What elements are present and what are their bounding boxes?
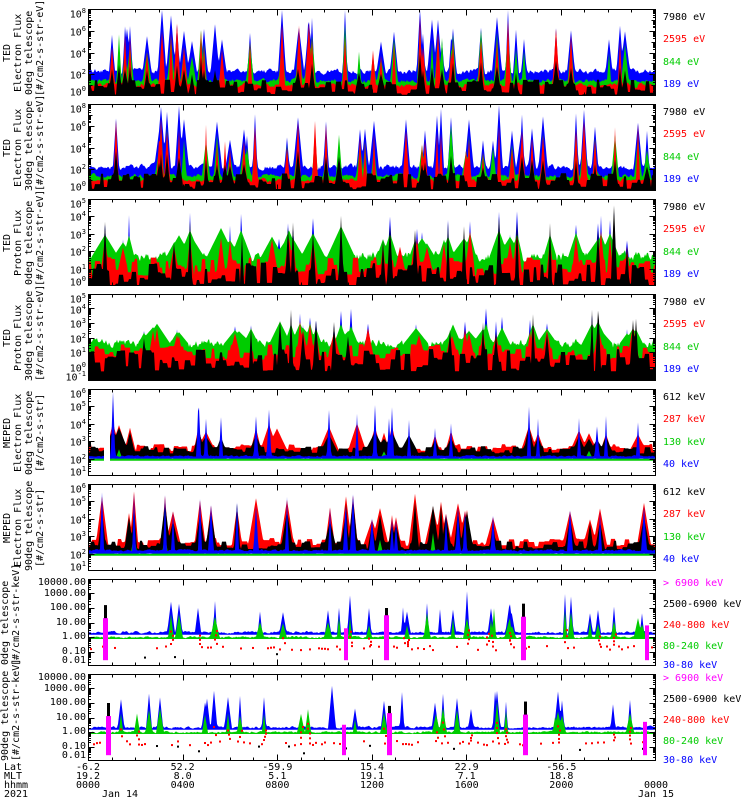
- y-tick-label: $10^4$: [69, 417, 86, 432]
- y-tick-label: $10^3$: [69, 317, 86, 331]
- x-tick-hhmm: 0800: [265, 780, 290, 791]
- y-tick-label: 10.00: [55, 711, 86, 723]
- y-tick-label: 0.10: [61, 740, 86, 752]
- plot-area: [88, 389, 656, 476]
- y-tick-label: 10000.00: [37, 577, 86, 588]
- y-tick-label: $10^0$: [69, 180, 86, 194]
- legend-entry: 40 keV: [663, 458, 700, 470]
- legend-entry: 612 keV: [663, 486, 706, 498]
- legend-entry: 240-800 keV: [663, 714, 730, 726]
- legend-entry: 2595 eV: [663, 129, 706, 141]
- y-tick-label: $10^8$: [69, 102, 86, 116]
- x-tick-lat: 22.9: [454, 762, 479, 773]
- plot-area: [88, 294, 656, 381]
- y-axis-title-line: [#/cm2-s-str]: [35, 393, 46, 472]
- panel-y-axis-title: [0, 658, 22, 761]
- x-tick-lat: -59.9: [262, 762, 293, 773]
- y-axis-title-line: 0deg telescope: [0, 580, 11, 665]
- x-tick-date: Jan 15: [637, 789, 675, 800]
- axis-row-label-lat: Lat: [4, 762, 23, 773]
- legend-entry: 612 keV: [663, 391, 706, 403]
- y-axis-title-line: 90deg telescope: [0, 670, 11, 761]
- y-axis-title-line: [#/cm2-s-str-eV]: [35, 189, 46, 286]
- y-tick-label: 10.00: [55, 616, 86, 628]
- y-tick-label: $10^4$: [69, 141, 86, 155]
- y-tick-label: $10^4$: [69, 302, 86, 316]
- legend-entry: 844 eV: [663, 246, 700, 258]
- legend-entry: 40 keV: [663, 553, 700, 565]
- y-axis-title-line: MEPED: [2, 512, 13, 543]
- x-tick-mlt: 8.0: [173, 771, 192, 782]
- y-axis-title-line: Electron Flux: [13, 488, 24, 567]
- legend-entry: 2500-6900 keV: [663, 694, 742, 706]
- y-axis-title-line: Electron Flux: [13, 393, 24, 472]
- y-tick-label: $10^1$: [69, 560, 86, 574]
- x-tick-hhmm: 0000: [75, 780, 101, 791]
- legend-entry: 189 eV: [663, 78, 700, 90]
- legend-entry: 844 eV: [663, 151, 700, 163]
- x-tick-lat: -56.5: [546, 762, 577, 773]
- y-tick-label: $10^5$: [69, 400, 86, 414]
- y-tick-label: $10^2$: [69, 547, 86, 561]
- plot-area: [88, 579, 656, 666]
- flux-panel-1: [0, 0, 750, 99]
- flux-panel-4: [0, 284, 750, 384]
- y-tick-label: 0.01: [61, 750, 86, 761]
- x-tick-mlt: 5.1: [268, 771, 287, 782]
- legend-entry: 130 keV: [663, 531, 706, 543]
- y-tick-label: 0.10: [61, 645, 86, 657]
- x-tick-hhmm: 2000: [549, 780, 574, 791]
- y-axis-title-line: TED: [2, 43, 13, 62]
- y-tick-label: $10^0$: [69, 85, 86, 99]
- flux-panel-8: [0, 658, 750, 766]
- y-axis-title-line: 90deg telescope: [24, 480, 35, 571]
- legend-entry: 30-80 keV: [663, 660, 718, 671]
- y-tick-label: $10^5$: [69, 197, 86, 211]
- y-axis-title-line: [#/cm2-s-str-eV]: [35, 94, 46, 191]
- legend-entry: 7980 eV: [663, 106, 706, 118]
- y-tick-label: $10^3$: [69, 530, 86, 544]
- flux-panel-5: [0, 387, 750, 479]
- legend-entry: 80-240 keV: [663, 640, 724, 652]
- x-tick-mlt: 19.2: [75, 771, 101, 782]
- plot-area: [88, 674, 656, 761]
- bottom-axis: [0, 763, 750, 800]
- legend-entry: 240-800 keV: [663, 619, 730, 631]
- axis-row-label-hhmm: hhmm: [4, 780, 29, 791]
- y-tick-label: $10^5$: [69, 292, 86, 306]
- legend-entry: 7980 eV: [663, 201, 706, 213]
- x-tick-hhmm: 1200: [359, 780, 385, 791]
- y-axis-title-line: Proton Flux: [13, 304, 24, 371]
- x-tick-hhmm: 1600: [454, 780, 479, 791]
- y-tick-label: 1000.00: [43, 587, 86, 599]
- y-axis-title-line: Electron Flux: [13, 13, 24, 92]
- x-tick-hhmm: 0400: [170, 780, 195, 791]
- y-tick-label: $10^4$: [69, 46, 86, 60]
- flux-panel-3: [0, 189, 750, 289]
- y-tick-label: 1000.00: [43, 682, 86, 694]
- legend-entry: 844 eV: [663, 341, 700, 353]
- y-tick-label: $10^6$: [69, 119, 86, 134]
- y-axis-title-line: MEPED: [2, 417, 13, 448]
- x-tick-mlt: 7.1: [457, 771, 476, 782]
- flux-panel-2: [0, 94, 750, 194]
- y-axis-title-line: [#/cm2-s-str-eV]: [35, 284, 46, 381]
- plot-area: [88, 199, 656, 286]
- plot-area: [88, 484, 656, 571]
- legend-entry: > 6900 keV: [663, 673, 724, 685]
- y-tick-label: 1.00: [61, 631, 86, 642]
- legend-entry: 80-240 keV: [663, 735, 724, 747]
- plot-area: [88, 104, 656, 191]
- legend-entry: 7980 eV: [663, 11, 706, 23]
- y-tick-label: 100.00: [49, 602, 86, 613]
- y-tick-label: $10^5$: [69, 495, 86, 509]
- y-tick-label: $10^3$: [69, 435, 86, 449]
- legend-entry: 2595 eV: [663, 319, 706, 331]
- y-tick-label: $10^4$: [69, 512, 86, 527]
- y-tick-label: $10^6$: [69, 387, 86, 401]
- x-tick-lat: -6.2: [75, 762, 101, 773]
- axis-row-label-year: 2021: [4, 789, 29, 800]
- y-axis-title-line: TED: [2, 233, 13, 252]
- y-axis-title-line: Electron Flux: [13, 108, 24, 187]
- y-tick-label: 1.00: [61, 726, 86, 737]
- x-tick-mlt: 18.8: [549, 771, 574, 782]
- legend-entry: 189 eV: [663, 173, 700, 185]
- legend-entry: 189 eV: [663, 363, 700, 375]
- y-tick-label: $10^2$: [69, 163, 86, 177]
- legend-entry: 844 eV: [663, 56, 700, 68]
- y-tick-label: $10^1$: [69, 262, 86, 276]
- x-tick-lat: 52.2: [170, 762, 195, 773]
- x-tick-mlt: 19.1: [359, 771, 385, 782]
- y-axis-title-line: [#/cm2-s-str-keV]: [11, 658, 22, 761]
- legend-entry: 7980 eV: [663, 296, 706, 308]
- y-tick-label: $10^2$: [69, 245, 86, 259]
- y-axis-title-line: TED: [2, 138, 13, 157]
- legend-entry: 2595 eV: [663, 34, 706, 46]
- y-axis-title-line: 0deg telescope: [24, 200, 35, 285]
- legend-entry: 287 keV: [663, 414, 706, 426]
- y-axis-title-line: 30deg telescope: [24, 100, 35, 191]
- y-tick-label: $10^8$: [69, 7, 86, 21]
- x-tick-hhmm: 0000: [643, 780, 669, 791]
- y-tick-label: $10^2$: [69, 452, 86, 466]
- y-axis-title-line: [#/cm2-s-str]: [35, 488, 46, 567]
- legend-entry: 2500-6900 keV: [663, 599, 742, 611]
- y-axis-title-line: Proton Flux: [13, 209, 24, 276]
- legend-entry: 2595 eV: [663, 224, 706, 236]
- x-tick-lat: 15.4: [359, 762, 385, 773]
- axis-row-label-mlt: MLT: [4, 771, 23, 782]
- flux-panel-6: [0, 480, 750, 574]
- y-axis-title-line: 0deg telescope: [24, 390, 35, 475]
- y-axis-title-line: 30deg telescope: [24, 290, 35, 381]
- y-axis-title-line: 0deg telescope: [24, 10, 35, 95]
- legend-entry: 287 keV: [663, 509, 706, 521]
- y-axis-title-line: TED: [2, 328, 13, 347]
- y-tick-label: $10^1$: [69, 465, 86, 479]
- y-tick-label: 100.00: [49, 697, 86, 708]
- plot-area: [88, 9, 656, 96]
- y-tick-label: $10^4$: [69, 210, 86, 224]
- y-tick-label: 10000.00: [37, 672, 86, 683]
- y-tick-label: $10^0$: [69, 275, 86, 289]
- y-tick-label: $10^2$: [69, 68, 86, 82]
- y-tick-label: $10^6$: [69, 24, 86, 39]
- legend-entry: 130 keV: [663, 436, 706, 448]
- legend-entry: > 6900 keV: [663, 578, 724, 590]
- y-tick-label: $10^0$: [69, 360, 86, 374]
- y-tick-label: $10^{-1}$: [65, 370, 86, 384]
- y-axis-title-line: [#/cm2-s-str-eV]: [35, 0, 46, 96]
- y-tick-label: 0.01: [61, 655, 86, 666]
- y-tick-label: $10^6$: [69, 482, 86, 496]
- legend-entry: 189 eV: [663, 268, 700, 280]
- y-axis-title-line: [#/cm2-s-str-keV]: [11, 563, 22, 666]
- y-tick-label: $10^3$: [69, 227, 86, 242]
- panel-y-axis-title: [0, 563, 22, 666]
- y-tick-label: $10^1$: [69, 346, 86, 360]
- legend-entry: 30-80 keV: [663, 755, 718, 766]
- x-tick-date: Jan 14: [101, 789, 139, 800]
- y-tick-label: $10^2$: [69, 331, 86, 345]
